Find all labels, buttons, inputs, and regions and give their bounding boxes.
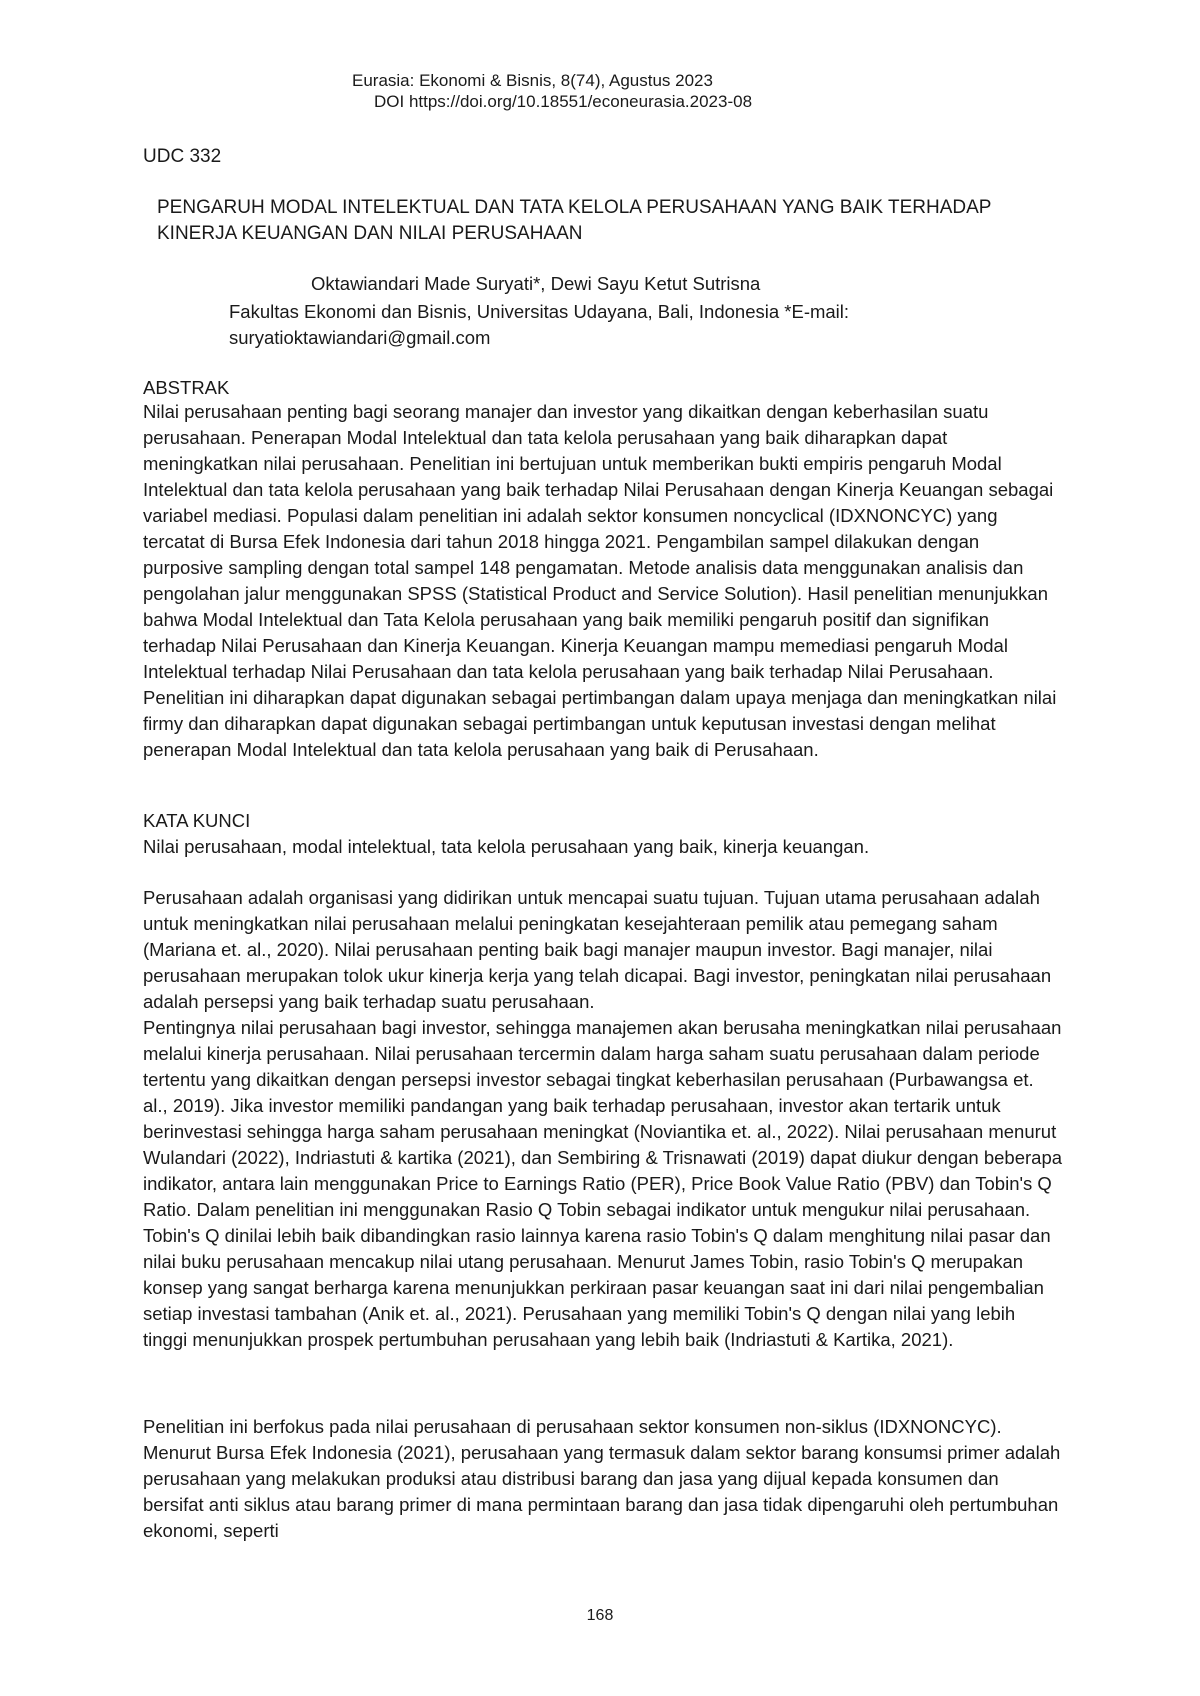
paragraph-text: Pentingnya nilai perusahaan bagi investor, sehingga manajemen akan berusaha meningkatkan nilai perusahaan melalui kinerja perusahaan. Nilai perusahaan tercermin dalam harga saham suatu perusahaan dalam periode tertentu yang dikaitkan dengan persepsi investor sebagai tingkat keberhasilan perusahaan (Purbawangsa et. al., 2019). Jika investor memiliki pandangan yang baik terhadap perusahaan, investor akan tertarik untuk berinvestasi sehingga harga saham perusahaan meningkat (Noviantika et. al., 2022). Nilai perusahaan menurut Wulandari (2022), Indriastuti & kartika (2021), dan Sembiring & Trisnawati (2019) dapat diukur dengan beberapa indikator, antara lain menggunakan Price to Earnings Ratio (PER), Price Book Value Ratio (PBV) dan Tobin's Q Ratio. Dalam penelitian ini menggunakan Rasio Q Tobin sebagai indikator untuk mengukur nilai perusahaan. Tobin's Q dinilai lebih baik dibandingkan rasio lainnya karena rasio Tobin's Q dalam menghitung nilai pasar dan nilai buku perusahaan mencakup nilai utang perusahaan. Menurut James Tobin, rasio Tobin's Q merupakan konsep yang sangat berharga karena menunjukkan perkiraan pasar keuangan saat ini dari nilai pengembalian setiap investasi tambahan (Anik et. al., 2021). Perusahaan yang memiliki Tobin's Q dengan nilai yang lebih tinggi menunjukkan prospek pertumbuhan perusahaan yang lebih baik (Indriastuti & Kartika, 2021). (143, 1017, 1063, 1350)
body-paragraph-3 (143, 1414, 1063, 1544)
affiliation: Fakultas Ekonomi dan Bisnis, Universitas Udayana, Bali, Indonesia *E-mail: suryatioktawiandari@gmail.com (229, 301, 850, 348)
paper-title: PENGARUH MODAL INTELEKTUAL DAN TATA KELOLA PERUSAHAAN YANG BAIK TERHADAP KINERJA KEUANGAN DAN NILAI PERUSAHAAN (157, 197, 992, 244)
keywords-heading: KATA KUNCI (143, 810, 251, 831)
journal-doi: DOI https://doi.org/10.18551/econeurasia.2023-08 (374, 92, 753, 111)
abstract-text (143, 399, 1063, 763)
paragraph-text: Penelitian ini berfokus pada nilai perusahaan di perusahaan sektor konsumen non-siklus (IDXNONCYC). Menurut Bursa Efek Indonesia (2021), perusahaan yang termasuk dalam sektor barang konsumsi primer adalah perusahaan yang melakukan produksi atau distribusi barang dan jasa yang dijual kepada konsumen dan bersifat anti siklus atau barang primer di mana permintaan barang dan jasa tidak dipengaruhi oleh pertumbuhan ekonomi, seperti (143, 1416, 1061, 1541)
body-paragraph-1 (143, 885, 1063, 1015)
abstract-paragraph: Nilai perusahaan penting bagi seorang manajer dan investor yang dikaitkan dengan keberhasilan suatu perusahaan. Penerapan Modal Intelektual dan tata kelola perusahaan yang baik diharapkan dapat meningkatkan nilai perusahaan. Penelitian ini bertujuan untuk memberikan bukti empiris pengaruh Modal Intelektual dan tata kelola perusahaan yang baik terhadap Nilai Perusahaan dengan Kinerja Keuangan sebagai variabel mediasi. Populasi dalam penelitian ini adalah sektor konsumen noncyclical (IDXNONCYC) yang tercatat di Bursa Efek Indonesia dari tahun 2018 hingga 2021. Pengambilan sampel dilakukan dengan purposive sampling dengan total sampel 148 pengamatan. Metode analisis data menggunakan analisis dan pengolahan jalur menggunakan SPSS (Statistical Product and Service Solution). Hasil penelitian menunjukkan bahwa Modal Intelektual dan Tata Kelola perusahaan yang baik memiliki pengaruh positif dan signifikan terhadap Nilai Perusahaan dan Kinerja Keuangan. Kinerja Keuangan mampu memediasi pengaruh Modal Intelektual terhadap Nilai Perusahaan dan tata kelola perusahaan yang baik terhadap Nilai Perusahaan. Penelitian ini diharapkan dapat digunakan sebagai pertimbangan dalam upaya menjaga dan meningkatkan nilai firmy dan diharapkan dapat digunakan sebagai pertimbangan untuk keputusan investasi dengan melihat penerapan Modal Intelektual dan tata kelola perusahaan yang baik di Perusahaan. (143, 401, 1057, 760)
author-list: Oktawiandari Made Suryati*, Dewi Sayu Ketut Sutrisna (311, 273, 761, 294)
abstract-heading: ABSTRAK (143, 377, 230, 398)
keywords-text: Nilai perusahaan, modal intelektual, tata kelola perusahaan yang baik, kinerja keuangan. (143, 836, 870, 857)
page-number: 168 (586, 1607, 614, 1624)
body-paragraph-2 (143, 1015, 1063, 1353)
paragraph-text: Perusahaan adalah organisasi yang didirikan untuk mencapai suatu tujuan. Tujuan utama perusahaan adalah untuk meningkatkan nilai perusahaan melalui peningkatan kesejahteraan pemilik atau pemegang saham (Mariana et. al., 2020). Nilai perusahaan penting baik bagi manajer maupun investor. Bagi manajer, nilai perusahaan merupakan tolok ukur kinerja kerja yang telah dicapai. Bagi investor, peningkatan nilai perusahaan adalah persepsi yang baik terhadap suatu perusahaan. (143, 887, 1052, 1012)
journal-header (352, 70, 752, 112)
udc-code: UDC 332 (143, 146, 222, 167)
journal-citation: Eurasia: Ekonomi & Bisnis, 8(74), Agustus 2023 (352, 71, 713, 90)
